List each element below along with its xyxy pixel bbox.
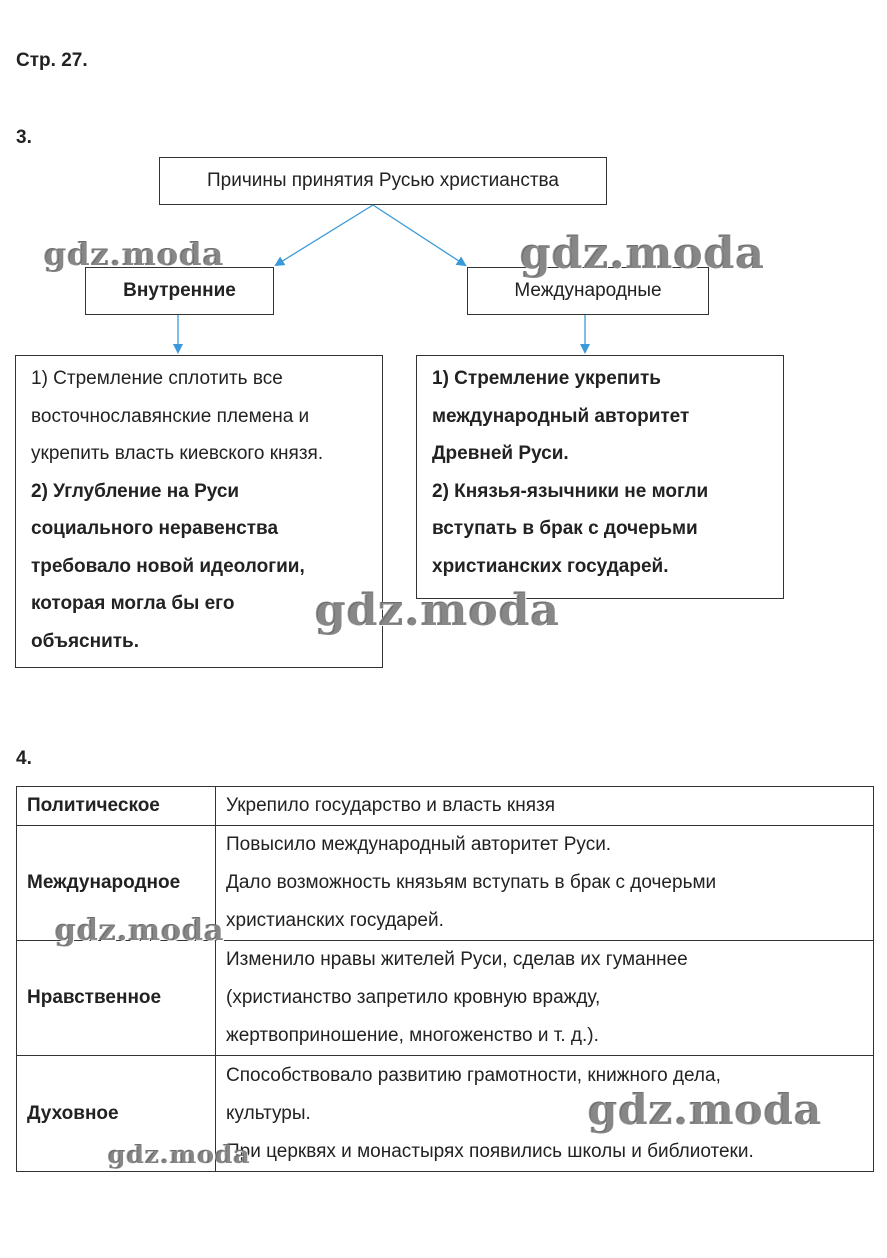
internal-line: объяснить. [31,630,140,652]
watermark-logo: gdz.moda [588,1085,823,1134]
international-reasons-box [416,355,784,599]
internal-line: 2) Углубление на Руси [31,480,240,502]
arrow-root-to-international [373,205,465,265]
row-value-line: культуры. [226,1102,311,1124]
watermark-logo: gdz.moda [520,228,766,279]
row-value-line: При церквях и монастырях появились школы и библиотеки. [226,1140,754,1162]
watermark-logo: gdz.moda [108,1140,251,1169]
international-line: международный авторитет [432,405,690,427]
table-row [17,941,874,1056]
row-value-line: (христианство запретило кровную вражду, [226,987,601,1008]
diagram-arrows [0,0,887,400]
row-value [216,826,874,941]
page-header: Стр. 27. [16,50,88,71]
international-heading: Международные [514,280,662,301]
watermark-logo: gdz.moda [315,585,561,636]
internal-line: социального неравенства [31,518,279,539]
arrow-root-to-internal [276,205,373,265]
internal-line: восточнославянские племена и [31,405,310,427]
row-value-line: Повысило международный авторитет Руси. [226,834,612,855]
task4-number: 4. [16,748,32,769]
internal-heading-box [85,267,274,315]
internal-line: требовало новой идеологии, [31,555,305,577]
row-key: Политическое [17,787,216,826]
table-row [17,787,874,826]
row-key: Международное [17,826,216,941]
row-value-line: христианских государей. [226,910,444,931]
watermark-logo: gdz.moda [44,235,225,273]
row-key: Нравственное [17,941,216,1056]
international-line: Древней Руси. [432,443,569,464]
international-line: 1) Стремление укрепить [432,368,661,389]
internal-heading: Внутренние [123,280,236,301]
international-line: 2) Князья-язычники не могли [432,480,709,502]
diagram-root-label: Причины принятия Русью христианства [206,170,559,191]
row-value-line: Изменило нравы жителей Руси, сделав их гуманнее [226,949,688,970]
internal-line: которая могла бы его [31,593,235,614]
row-key: Духовное [17,1056,216,1172]
international-line: христианских государей. [432,555,669,577]
international-line: вступать в брак с дочерьми [432,518,698,539]
row-value-line: Способствовало развитию грамотности, книжного дела, [226,1064,721,1086]
row-value [216,787,874,826]
row-value [216,941,874,1056]
task3-number: 3. [16,127,32,148]
row-value-line: жертвоприношение, многоженство и т. д.). [226,1025,599,1046]
internal-line: 1) Стремление сплотить все [31,368,283,389]
row-value-line: Дало возможность князьям вступать в брак с дочерьми [226,872,717,893]
row-value-line: Укрепило государство и власть князя [226,795,555,816]
watermark-logo: gdz.moda [55,913,225,948]
internal-line: укрепить власть киевского князя. [31,443,324,464]
